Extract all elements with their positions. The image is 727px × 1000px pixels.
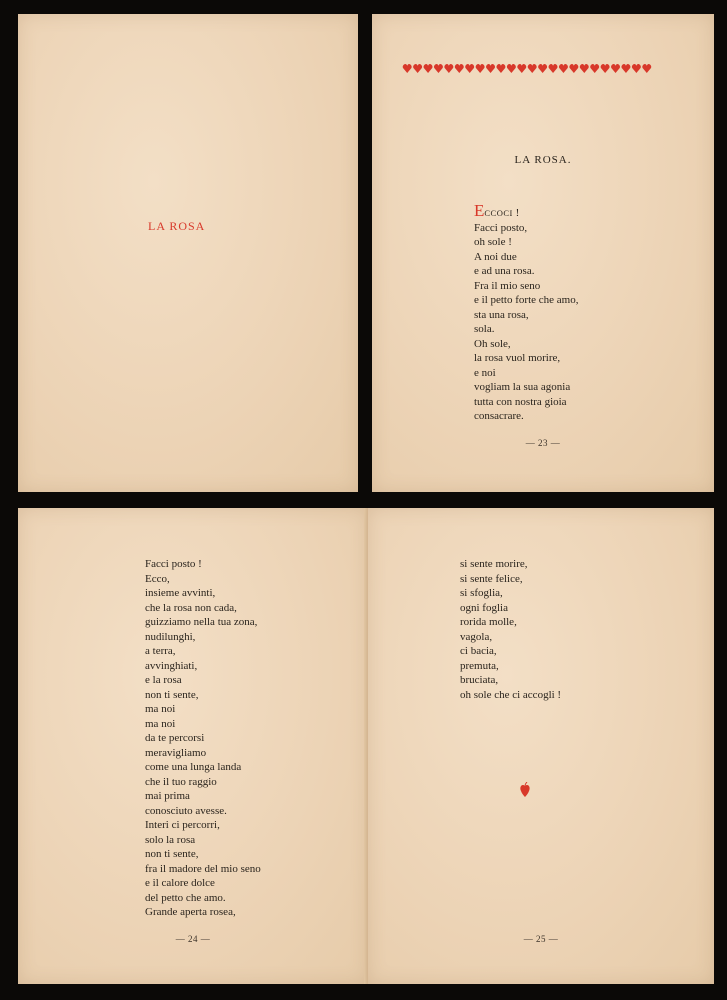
heart-ornament-icon (621, 64, 630, 73)
poem-line: guizziamo nella tua zona, (145, 616, 258, 628)
poem-line: rorida molle, (460, 616, 517, 628)
poem-line: e la rosa (145, 674, 182, 686)
poem-line: del petto che amo. (145, 891, 226, 904)
poem-line: e ad una rosa. (474, 265, 535, 277)
poem-line: vagola, (460, 630, 493, 643)
poem-line: la rosa vuol morire, (474, 352, 561, 364)
page-number-25: — 25 — (523, 934, 559, 944)
page-number-23: — 23 — (525, 438, 561, 448)
poem-line: ma noi (145, 703, 176, 715)
heart-ornament-icon (517, 64, 526, 73)
poem-line: a terra, (145, 645, 176, 657)
heart-ornament-icon (538, 64, 547, 73)
poem-line: che il tuo raggio (145, 775, 217, 788)
heart-ornament-icon (611, 64, 620, 73)
heart-ornament-icon (528, 64, 537, 73)
poem-line: sola. (474, 323, 495, 335)
poem-line: Facci posto ! (145, 558, 202, 570)
poem-line: come una lunga landa (145, 761, 242, 773)
poem-line: oh sole ! (474, 236, 512, 248)
drop-cap: E (474, 201, 485, 220)
heart-ornament-icon (434, 64, 443, 73)
poem-line: non ti sente, (145, 848, 199, 860)
heart-ornament-icon (455, 64, 464, 73)
poem-page-24 (18, 508, 368, 984)
poem-line: oh sole che ci accogli ! (460, 688, 562, 701)
heart-ornament-icon (507, 64, 516, 73)
poem-line: che la rosa non cada, (145, 601, 237, 614)
poem-line: sta una rosa, (474, 308, 529, 321)
poem-first-line (474, 201, 578, 221)
heart-ornament-icon (413, 64, 422, 73)
poem-line: meravigliamo (145, 746, 207, 759)
poem-line: bruciata, (460, 674, 499, 686)
poem-line: ma noi (145, 717, 176, 730)
heart-ornament-icon (424, 64, 433, 73)
poem-line: A noi due (474, 250, 517, 263)
poem-line: e noi (474, 366, 496, 379)
poem-line: Interi ci percorri, (145, 819, 220, 831)
poem-line: solo la rosa (145, 833, 196, 846)
first-word-punct: ! (512, 207, 520, 219)
heart-ornament-icon (403, 64, 412, 73)
poem-line: nudilunghi, (145, 630, 196, 643)
poem-line: Grande aperta rosea, (145, 906, 236, 918)
heart-ornament-icon (580, 64, 589, 73)
poem-line: e il calore dolce (145, 877, 215, 889)
poem-line: fra il madore del mio seno (145, 862, 261, 875)
poem-line: Fra il mio seno (474, 279, 541, 292)
poem-line: Oh sole, (474, 337, 511, 350)
heart-ornament-icon (559, 64, 568, 73)
half-title-text: LA ROSA (148, 219, 206, 233)
heart-ornament-icon (476, 64, 485, 73)
heart-border-ornament-icon (402, 62, 652, 76)
first-word-small-caps: CCOCI (484, 208, 513, 218)
heart-ornament-icon (642, 64, 651, 73)
half-title-page (18, 14, 358, 492)
heart-ornament-icon (569, 64, 578, 73)
poem-text-page-25 (460, 557, 561, 702)
poem-line: tutta con nostra gioia (474, 395, 567, 408)
poem-line: Facci posto, (474, 221, 528, 234)
poem-line: insieme avvinti, (145, 587, 216, 599)
poem-line: si sfoglia, (460, 587, 503, 599)
rose-tailpiece-icon (518, 782, 532, 798)
poem-line: e il petto forte che amo, (474, 294, 579, 306)
poem-line: conosciuto avesse. (145, 804, 227, 817)
poem-line: non ti sente, (145, 688, 199, 701)
poem-line: premuta, (460, 659, 499, 672)
heart-ornament-icon (601, 64, 610, 73)
poem-line: ci bacia, (460, 645, 497, 657)
heart-ornament-icon (632, 64, 641, 73)
poem-line: si sente morire, (460, 558, 528, 570)
poem-line: avvinghiati, (145, 659, 198, 672)
poem-line: Ecco, (145, 572, 170, 585)
poem-page-23 (372, 14, 714, 492)
heart-ornament-icon (496, 64, 505, 73)
poem-line: da te percorsi (145, 732, 205, 744)
heart-ornament-icon (590, 64, 599, 73)
poem-text-page-23 (474, 201, 579, 424)
poem-title: LA ROSA. (514, 154, 572, 166)
heart-ornament-icon (549, 64, 558, 73)
poem-text-page-24 (145, 557, 261, 920)
poem-line: mai prima (145, 790, 190, 802)
poem-line: vogliam la sua agonia (474, 381, 571, 393)
poem-line: si sente felice, (460, 572, 523, 585)
heart-ornament-icon (444, 64, 453, 73)
heart-ornament-icon (486, 64, 495, 73)
poem-page-25 (368, 508, 714, 984)
page-number-24: — 24 — (175, 934, 211, 944)
poem-line: consacrare. (474, 410, 524, 422)
heart-ornament-icon (465, 64, 474, 73)
poem-line: ogni foglia (460, 601, 508, 614)
